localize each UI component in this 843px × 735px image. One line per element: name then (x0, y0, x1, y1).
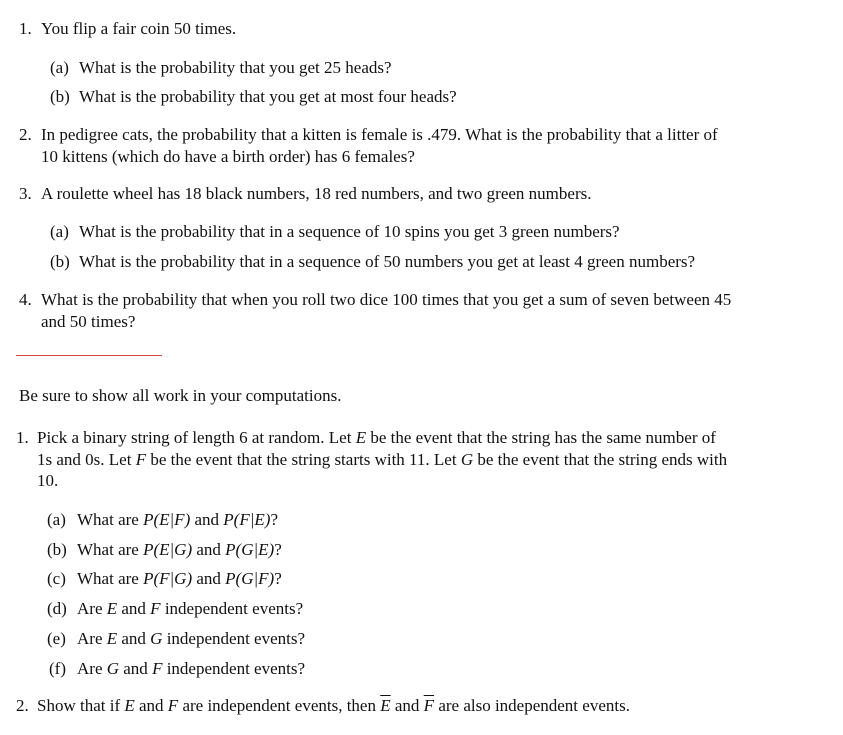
problem-number: 2. (16, 696, 29, 715)
part-text: What are P(E|F) and P(F|E)? (77, 510, 278, 529)
problem-text: In pedigree cats, the probability that a kitten is female is .479. What is the probability that a litter of (41, 125, 718, 144)
part-label: (f) (49, 659, 66, 678)
part-label: (c) (47, 569, 66, 588)
part-text: Are E and F independent events? (77, 599, 304, 618)
part-label: (b) (50, 252, 70, 271)
problem-text: and 50 times? (41, 312, 136, 331)
problem-text: You flip a fair coin 50 times. (41, 19, 237, 38)
problem-number: 1. (16, 428, 29, 447)
problem-number: 4. (19, 290, 32, 309)
problem-number: 2. (19, 125, 32, 144)
part-text: What is the probability that you get 25 heads? (79, 58, 392, 77)
part-text: What is the probability that in a sequence of 50 numbers you get at least 4 green numbers? (79, 252, 696, 271)
problem-number: 1. (19, 19, 32, 38)
problem-text: 1s and 0s. Let F be the event that the string starts with 11. Let G be the event that the string ends with (37, 450, 728, 469)
instruction-text: Be sure to show all work in your computations. (19, 386, 342, 405)
part-text: Are E and G independent events? (77, 629, 306, 648)
part-label: (b) (50, 87, 70, 106)
problem-text: 10. (37, 471, 59, 490)
part-text: What are P(F|G) and P(G|F)? (77, 569, 282, 588)
problem-text: A roulette wheel has 18 black numbers, 18 red numbers, and two green numbers. (41, 184, 592, 203)
part-label: (e) (47, 629, 66, 648)
problem-text: 10 kittens (which do have a birth order) has 6 females? (41, 147, 415, 166)
part-text: What is the probability that you get at most four heads? (79, 87, 457, 106)
problem-text: Pick a binary string of length 6 at random. Let E be the event that the string has the same number of (37, 428, 716, 447)
part-label: (b) (47, 540, 67, 559)
part-label: (d) (47, 599, 67, 618)
part-label: (a) (50, 58, 69, 77)
part-text: What are P(E|G) and P(G|E)? (77, 540, 282, 559)
part-text: Are G and F independent events? (77, 659, 306, 678)
part-label: (a) (50, 222, 69, 241)
part-text: What is the probability that in a sequence of 10 spins you get 3 green numbers? (79, 222, 620, 241)
part-label: (a) (47, 510, 66, 529)
e-complement: $\overline{E}$ (380, 696, 391, 715)
problem-number: 3. (19, 184, 32, 203)
problem-text: Show that if E and F are independent events, then $\overline{E}$ and $\overline{F}$ are also independent events. (37, 696, 630, 715)
f-complement: $\overline{F}$ (423, 696, 435, 715)
section-divider (16, 355, 162, 356)
problem-text: What is the probability that when you roll two dice 100 times that you get a sum of seven between 45 (41, 290, 732, 309)
